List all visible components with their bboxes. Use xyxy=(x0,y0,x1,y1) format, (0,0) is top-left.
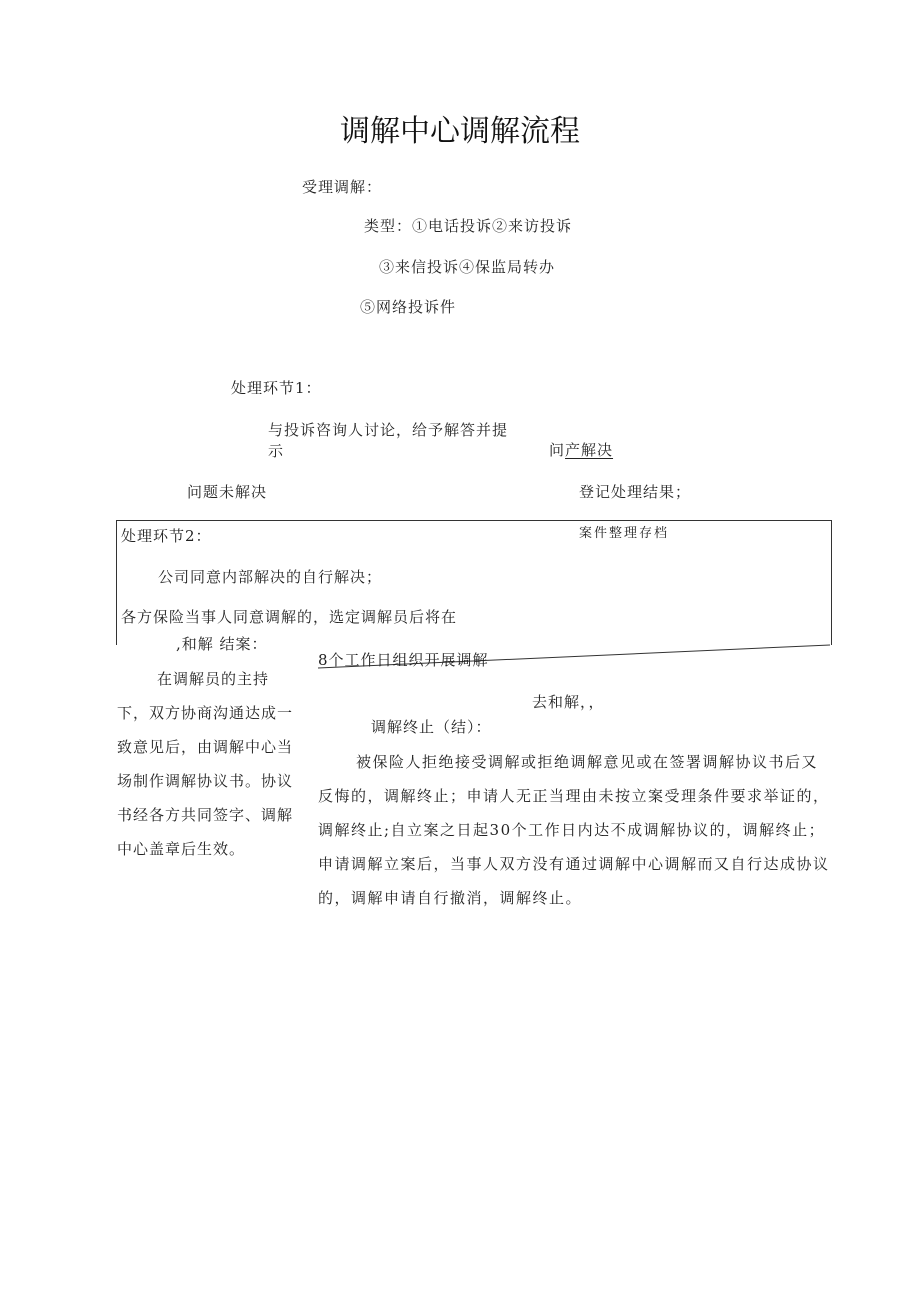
step2-fail-label: 去和解，， xyxy=(532,693,605,711)
step2-self-resolve: 公司同意内部解决的自行解决； xyxy=(158,568,383,586)
step2-mediate-line2: 8个工作日组织开展调解 xyxy=(318,651,489,669)
settle-paragraph: 在调解员的主持下，双方协商沟通达成一致意见后，由调解中心当场制作调解协议书。协议书经各方共同签字、调解中心盖章后生效。 xyxy=(117,670,294,858)
accept-heading: 受理调解： xyxy=(302,178,383,196)
page-title: 调解中心调解流程 xyxy=(340,114,580,149)
step1-heading: 处理环节1： xyxy=(231,379,322,397)
step1-desc-line1: 与投诉咨询人讨论，给予解答并提 xyxy=(268,421,509,439)
step1-desc-line2: 示 xyxy=(268,442,285,460)
accept-type-line3: ⑤网络投诉件 xyxy=(360,298,457,316)
accept-type-line2: ③来信投诉④保监局转办 xyxy=(379,258,556,276)
accept-type-line1: 类型：①电话投诉②来访投诉 xyxy=(364,217,573,235)
step2-mediate-line1: 各方保险当事人同意调解的，选定调解员后将在 xyxy=(121,608,458,626)
step2-terminate-label: 调解终止（结）： xyxy=(371,718,492,736)
resolved-prefix: 问 xyxy=(549,441,566,459)
terminate-paragraph: 被保险人拒绝接受调解或拒绝调解意见或在签署调解协议书后又反悔的，调解终止；申请人无正当理由未按立案受理条件要求举证的，调解终止;自立案之日起30个工作日内达不成调解协议的，调解终止；申请调解立案后，当事人双方没有通过调解中心调解而又自行达成协议的，调解申请自行撤消，调解终止。 xyxy=(318,753,830,907)
step1-register: 登记处理结果； xyxy=(579,483,692,501)
step1-archive: 案件整理存档 xyxy=(579,526,670,541)
step2-heading: 处理环节2： xyxy=(121,527,212,545)
step1-unresolved: 问题未解决 xyxy=(187,483,268,501)
step2-settle-label: ,和解 结案： xyxy=(176,635,268,653)
resolved-underlined: 产解决 xyxy=(565,441,614,459)
